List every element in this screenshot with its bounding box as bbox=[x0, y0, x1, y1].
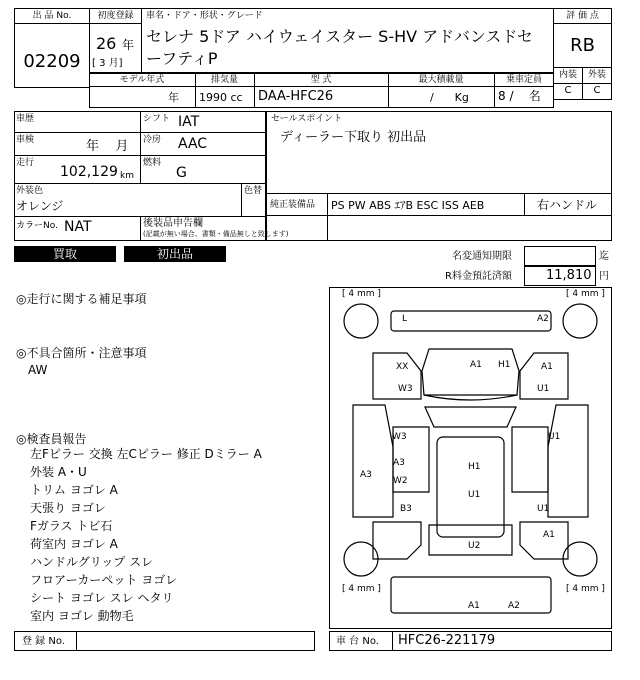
reg-no-label: 登 録 No. bbox=[22, 636, 65, 647]
mark-a3-side-left: A3 bbox=[360, 470, 372, 480]
color-no-label: カラーNo. bbox=[16, 221, 58, 231]
equipment-vline-2 bbox=[524, 193, 525, 216]
inspector-item: 荷室内 ヨゴレ A bbox=[30, 537, 118, 551]
mark-a1-hood: A1 bbox=[470, 360, 482, 370]
inspection-label: 車検 bbox=[16, 135, 35, 145]
inspector-item: トリム ヨゴレ A bbox=[30, 483, 118, 497]
reg-month: [ 3 月] bbox=[92, 58, 123, 69]
mark-rear-a2: A2 bbox=[508, 601, 520, 611]
recycle-label: R料金預託済額 bbox=[445, 271, 512, 282]
inspector-item: フロアーカーペット ヨゴレ bbox=[30, 573, 178, 587]
inspector-item: Fガラス トビ石 bbox=[30, 519, 113, 533]
tire-front-right bbox=[563, 304, 597, 338]
color-no-value: NAT bbox=[64, 219, 92, 235]
roof bbox=[437, 437, 504, 537]
model-year-value: 年 bbox=[168, 91, 179, 104]
vehicle-vline-3 bbox=[140, 216, 141, 241]
mark-a1-fender-right: A1 bbox=[541, 362, 553, 372]
name-change-box bbox=[524, 246, 596, 266]
model-year-label: モデル年式 bbox=[119, 75, 165, 85]
color-label: 外装色 bbox=[16, 186, 44, 196]
capacity-label: 乗車定員 bbox=[505, 75, 542, 85]
sales-points-value: ディーラー下取り 初出品 bbox=[280, 130, 427, 145]
aftermarket-box bbox=[266, 215, 612, 241]
lot-number: 02209 bbox=[23, 51, 81, 72]
rear-fender-right bbox=[520, 522, 568, 559]
aftermarket-vline bbox=[327, 215, 328, 241]
name-change-label: 名変通知期限 bbox=[452, 251, 512, 262]
chassis-vline bbox=[392, 631, 393, 651]
driving-notes-title: ◎走行に関する補足事項 bbox=[16, 292, 147, 306]
side-right bbox=[548, 405, 588, 517]
inspector-title: ◎検査員報告 bbox=[16, 432, 87, 446]
shift-value: IAT bbox=[178, 114, 200, 130]
mark-u1-fender-right: U1 bbox=[537, 384, 550, 394]
tire-br-depth: [ 4 mm ] bbox=[566, 584, 605, 594]
interior-value: C bbox=[564, 85, 572, 96]
vehicle-hline-3 bbox=[14, 183, 266, 184]
aftermarket-note: (記載が無い場合、書類・備品無しと致します) bbox=[143, 230, 289, 238]
interior-label: 内装 bbox=[558, 70, 577, 80]
inspector-item: ハンドルグリップ スレ bbox=[30, 555, 154, 569]
equipment-label: 純正装備品 bbox=[270, 200, 316, 210]
mark-front-a2: A2 bbox=[537, 314, 549, 324]
equipment-vline-1 bbox=[327, 193, 328, 216]
capacity-value: 8 / 名 bbox=[498, 89, 541, 103]
mark-a3-door-left: A3 bbox=[393, 458, 405, 468]
inspection-value: 年 月 bbox=[86, 139, 129, 154]
front-bumper bbox=[391, 311, 551, 331]
mark-w3-top-left: W3 bbox=[398, 384, 413, 394]
mark-u1-roof: U1 bbox=[468, 490, 481, 500]
first-listing-badge: 初出品 bbox=[124, 246, 226, 262]
mark-a1-rear-right: A1 bbox=[543, 530, 555, 540]
max-load-value: / Kg bbox=[430, 91, 469, 104]
mark-h1-hood: H1 bbox=[498, 360, 511, 370]
inspector-item: シート ヨゴレ スレ ヘタリ bbox=[30, 591, 174, 605]
shift-label: シフト bbox=[143, 114, 171, 124]
mark-w2-door-left: W2 bbox=[393, 476, 408, 486]
rear-fender-left bbox=[373, 522, 421, 559]
tire-front-left bbox=[344, 304, 378, 338]
recycle-unit: 円 bbox=[599, 271, 609, 282]
inspector-item: 外装 A・U bbox=[30, 465, 87, 479]
displacement-value: 1990 cc bbox=[199, 91, 243, 104]
mark-w3-side-left: W3 bbox=[392, 432, 407, 442]
hood bbox=[422, 349, 519, 395]
front-fender-left bbox=[373, 353, 421, 399]
hood-line bbox=[424, 395, 517, 400]
windshield bbox=[425, 407, 516, 427]
mileage-value: 102,129 bbox=[60, 164, 118, 180]
side-left bbox=[353, 405, 393, 517]
inspector-item: 室内 ヨゴレ 動物毛 bbox=[30, 609, 134, 623]
max-load-label: 最大積載量 bbox=[418, 75, 464, 85]
tire-tl-depth: [ 4 mm ] bbox=[342, 289, 381, 299]
grade-label: 評 価 点 bbox=[566, 11, 599, 21]
type-label: 型 式 bbox=[310, 75, 332, 85]
reg-label: 初度登録 bbox=[97, 11, 134, 21]
history-label: 車歴 bbox=[16, 114, 35, 124]
reg-no-vline bbox=[76, 631, 77, 651]
mark-xx: XX bbox=[396, 362, 409, 372]
recolor-label: 色替 bbox=[244, 186, 263, 196]
mileage-unit: km bbox=[120, 171, 134, 181]
vehicle-vline-2 bbox=[241, 183, 242, 216]
defects-value: AW bbox=[28, 363, 48, 377]
inspector-item: 天張り ヨゴレ bbox=[30, 501, 106, 515]
exterior-value: C bbox=[593, 85, 601, 96]
ac-value: AAC bbox=[178, 136, 208, 152]
fuel-value: G bbox=[176, 165, 187, 181]
chassis-value: HFC26-221179 bbox=[398, 633, 496, 648]
equipment-value: PS PW ABS ｴｱB ESC ISS AEB bbox=[331, 199, 485, 212]
type-value: DAA-HFC26 bbox=[258, 89, 334, 104]
car-diagram-svg bbox=[329, 287, 612, 629]
grade-value: RB bbox=[570, 35, 595, 56]
defects-title: ◎不具合箇所・注意事項 bbox=[16, 346, 147, 360]
car-title-line2: ーフティP bbox=[146, 49, 218, 68]
mileage-label: 走行 bbox=[16, 158, 35, 168]
lot-label: 出 品 No. bbox=[32, 11, 72, 21]
mark-b3-rear-left: B3 bbox=[400, 504, 412, 514]
name-change-unit: 迄 bbox=[599, 251, 609, 262]
tire-tr-depth: [ 4 mm ] bbox=[566, 289, 605, 299]
color-value: オレンジ bbox=[16, 199, 64, 213]
aftermarket-label: 後装品申告欄 bbox=[143, 218, 203, 229]
tire-bl-depth: [ 4 mm ] bbox=[342, 584, 381, 594]
displacement-label: 排気量 bbox=[210, 75, 238, 85]
sales-points-label: セールスポイント bbox=[271, 114, 343, 124]
mark-u1-side-right: U1 bbox=[548, 432, 561, 442]
mark-u2-back: U2 bbox=[468, 541, 481, 551]
chassis-label: 車 台 No. bbox=[336, 636, 379, 647]
recycle-value: 11,810 bbox=[546, 268, 592, 283]
door-right bbox=[512, 427, 548, 492]
mark-h1-roof: H1 bbox=[468, 462, 481, 472]
reg-year: 26 bbox=[96, 34, 117, 53]
car-title-line1: セレナ 5ドア ハイウェイスター S-HV アドバンスドセ bbox=[146, 27, 533, 46]
fuel-label: 燃料 bbox=[143, 158, 162, 168]
exterior-label: 外装 bbox=[587, 70, 606, 80]
purchase-badge: 買取 bbox=[14, 246, 116, 262]
steering-value: 右ハンドル bbox=[537, 198, 598, 212]
ac-label: 冷房 bbox=[143, 135, 162, 145]
reg-year-unit: 年 bbox=[122, 38, 135, 52]
inspector-item: 左Fピラー 交換 左Cピラー 修正 Dミラー A bbox=[30, 447, 262, 461]
title-label: 車名・ドア・形状・グレード bbox=[146, 11, 263, 21]
mark-u1-rear-right: U1 bbox=[537, 504, 550, 514]
mark-rear-a1: A1 bbox=[468, 601, 480, 611]
mark-front-l: L bbox=[402, 314, 408, 324]
vehicle-vline-1 bbox=[140, 111, 141, 183]
